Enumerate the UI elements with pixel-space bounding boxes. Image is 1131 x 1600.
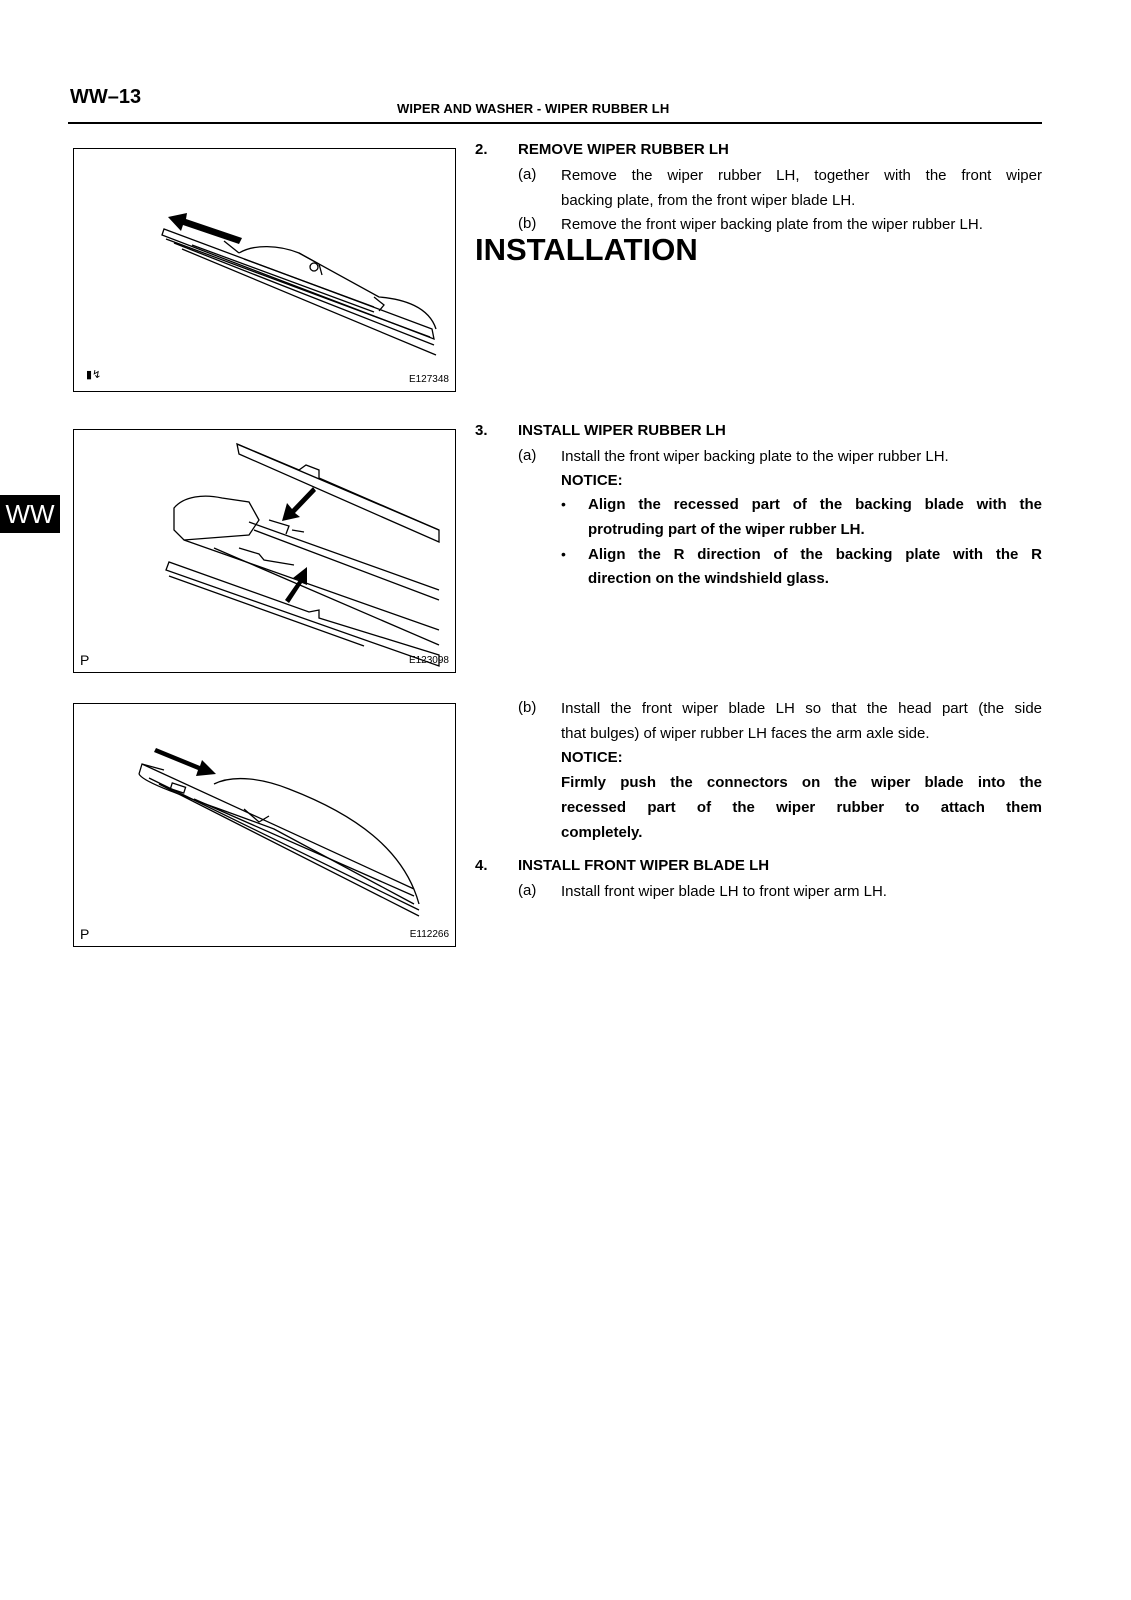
figure-code: E127348 (408, 374, 449, 385)
step-number: 4. (475, 857, 488, 874)
notice-label: NOTICE: (561, 472, 623, 489)
notice-text: Firmly push the connectors on the wiper blade into the (561, 774, 1042, 791)
step-text: Install the front wiper blade LH so that the head part (the side (561, 700, 1042, 717)
arrow-down-icon (282, 487, 316, 521)
step-title: INSTALL FRONT WIPER BLADE LH (518, 857, 770, 874)
bullet: • (561, 496, 566, 512)
step-number: 2. (475, 141, 488, 158)
figure-install-rubber (73, 429, 456, 673)
figure-p-label: P (80, 652, 90, 668)
figure-mark-icon: ▮↯ (86, 369, 102, 381)
bullet: • (561, 546, 566, 562)
sub-step-label: (b) (518, 215, 537, 232)
figure-remove-rubber (73, 148, 456, 392)
side-section-tab: WW (0, 495, 60, 533)
page-number: WW–13 (70, 86, 142, 108)
step-number: 3. (475, 422, 488, 439)
step-text: Install front wiper blade LH to front wiper arm LH. (561, 883, 887, 900)
step-title: INSTALL WIPER RUBBER LH (518, 422, 726, 439)
wiper-blade-install-illustration (74, 704, 455, 946)
step-text: Remove the front wiper backing plate from the wiper rubber LH. (561, 216, 983, 233)
step-title: REMOVE WIPER RUBBER LH (518, 141, 729, 158)
step-text: Remove the wiper rubber LH, together with the front wiper (561, 167, 1042, 184)
wiper-blade-illustration (74, 149, 455, 391)
sub-step-label: (a) (518, 882, 537, 899)
arrow-up-icon (285, 567, 307, 603)
section-title: WIPER AND WASHER - WIPER RUBBER LH (397, 101, 670, 116)
arrow-icon (168, 213, 242, 244)
figure-code: E112266 (409, 929, 449, 940)
arrow-icon (154, 748, 216, 776)
figure-code: E123098 (408, 655, 449, 666)
backing-plate-illustration (74, 430, 455, 672)
notice-text: completely. (561, 824, 643, 841)
notice-text: recessed part of the wiper rubber to attach them (561, 799, 1042, 816)
figure-install-blade (73, 703, 456, 947)
figure-p-label: P (80, 926, 90, 942)
step-text: backing plate, from the front wiper blade LH. (561, 192, 856, 209)
notice-text: protruding part of the wiper rubber LH. (588, 521, 865, 538)
notice-text: Align the R direction of the backing plate with the R (588, 546, 1042, 563)
notice-text: Align the recessed part of the backing blade with the (588, 496, 1042, 513)
header-rule (68, 122, 1042, 124)
notice-label: NOTICE: (561, 749, 623, 766)
installation-heading: INSTALLATION (475, 232, 698, 267)
notice-text: direction on the windshield glass. (588, 570, 829, 587)
sub-step-label: (b) (518, 699, 537, 716)
sub-step-label: (a) (518, 166, 537, 183)
sub-step-label: (a) (518, 447, 537, 464)
step-text: Install the front wiper backing plate to the wiper rubber LH. (561, 448, 949, 465)
step-text: that bulges) of wiper rubber LH faces the arm axle side. (561, 725, 930, 742)
